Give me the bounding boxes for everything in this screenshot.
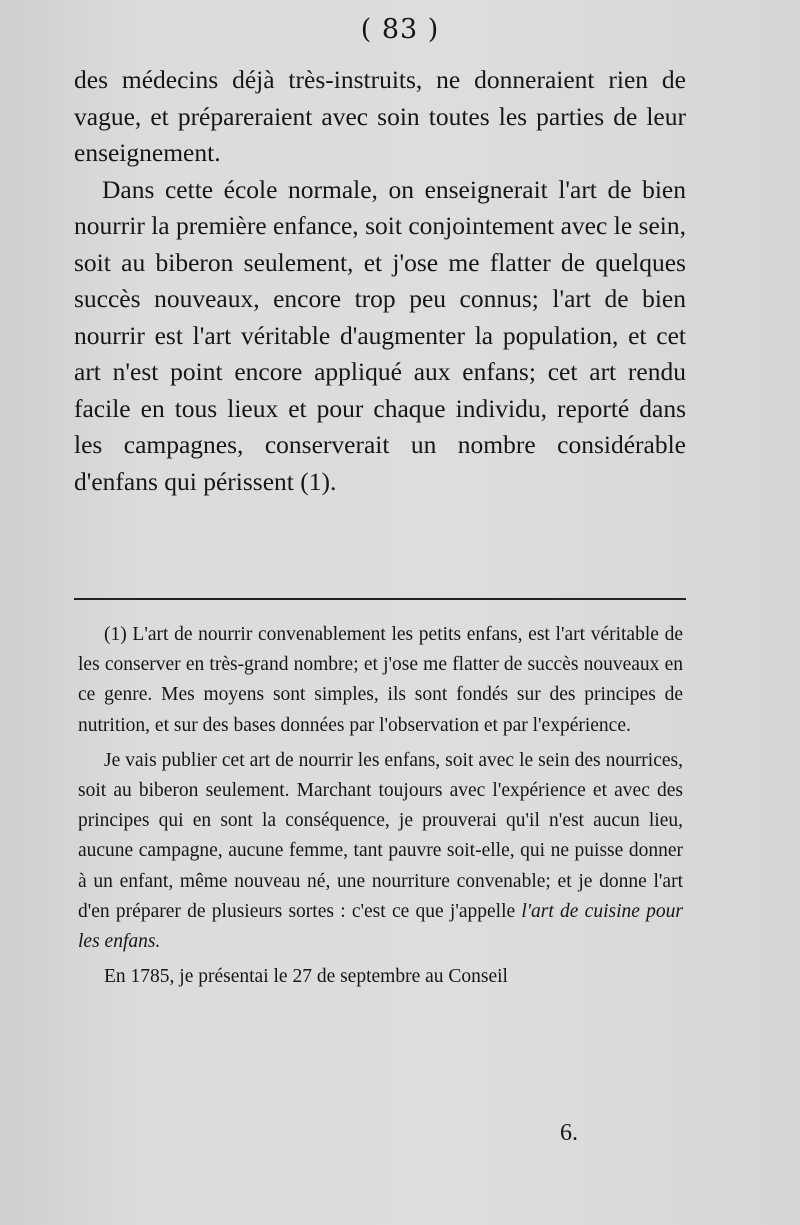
footnote-divider (74, 598, 686, 600)
paragraph-1785: En 1785, je présentai le 27 de septembre au Conseil (104, 966, 508, 988)
paragraph-continuation: des médecins déjà très-instruits, ne donneraient rien de vague, et prépareraient avec soin toutes les parties de leur enseignement. (74, 65, 686, 167)
paragraph-ecole-normale: Dans cette école normale, on enseignerait l'art de bien nourrir la première enfance, soit conjointement avec le sein, soit au biberon seulement, et j'ose me flatter de quelques succès nouveaux, encore trop peu connus; l'art de bien nourrir est l'art véritable d'augmenter la population, et cet art n'est point encore appliqué aux enfans; cet art rendu facile en tous lieux et pour chaque individu, reporté dans les campagnes, conserverait un nombre considérable d'enfans qui périssent (1). (74, 174, 686, 496)
main-text (74, 62, 686, 500)
footnote-paragraph-1: (1) L'art de nourrir convenablement les petits enfans, est l'art véritable de les conserver en très-grand nombre; et j'ose me flatter de succès nouveaux en ce genre. Mes moyens sont simples, ils sont fondés sur des principes de nutrition, et sur des bases données par l'observation et par l'expérience. (78, 624, 683, 736)
footnote-italic-title: l'art de cuisine pour les enfans. (78, 900, 683, 953)
footnote-block (78, 620, 683, 992)
footnote-paragraph-2 (78, 746, 683, 957)
footnote-paragraph-2-text: Je vais publier cet art de nourrir les enfans, soit avec le sein des nourrices, soit au biberon seulement. Marchant toujours avec l'expérience et avec des principes qui en sont la conséquence, je prouverai qu'il n'est aucun lieu, aucune campagne, aucune femme, tant pauvre soit-elle, qui ne puisse donner à un enfant, même nouveau né, une nourriture convenable; et je donne l'art d'en préparer de plusieurs sortes : c'est ce que j'appelle (78, 749, 683, 922)
signature-mark: 6. (560, 1120, 578, 1146)
page-number-header: ( 83 ) (360, 14, 440, 45)
